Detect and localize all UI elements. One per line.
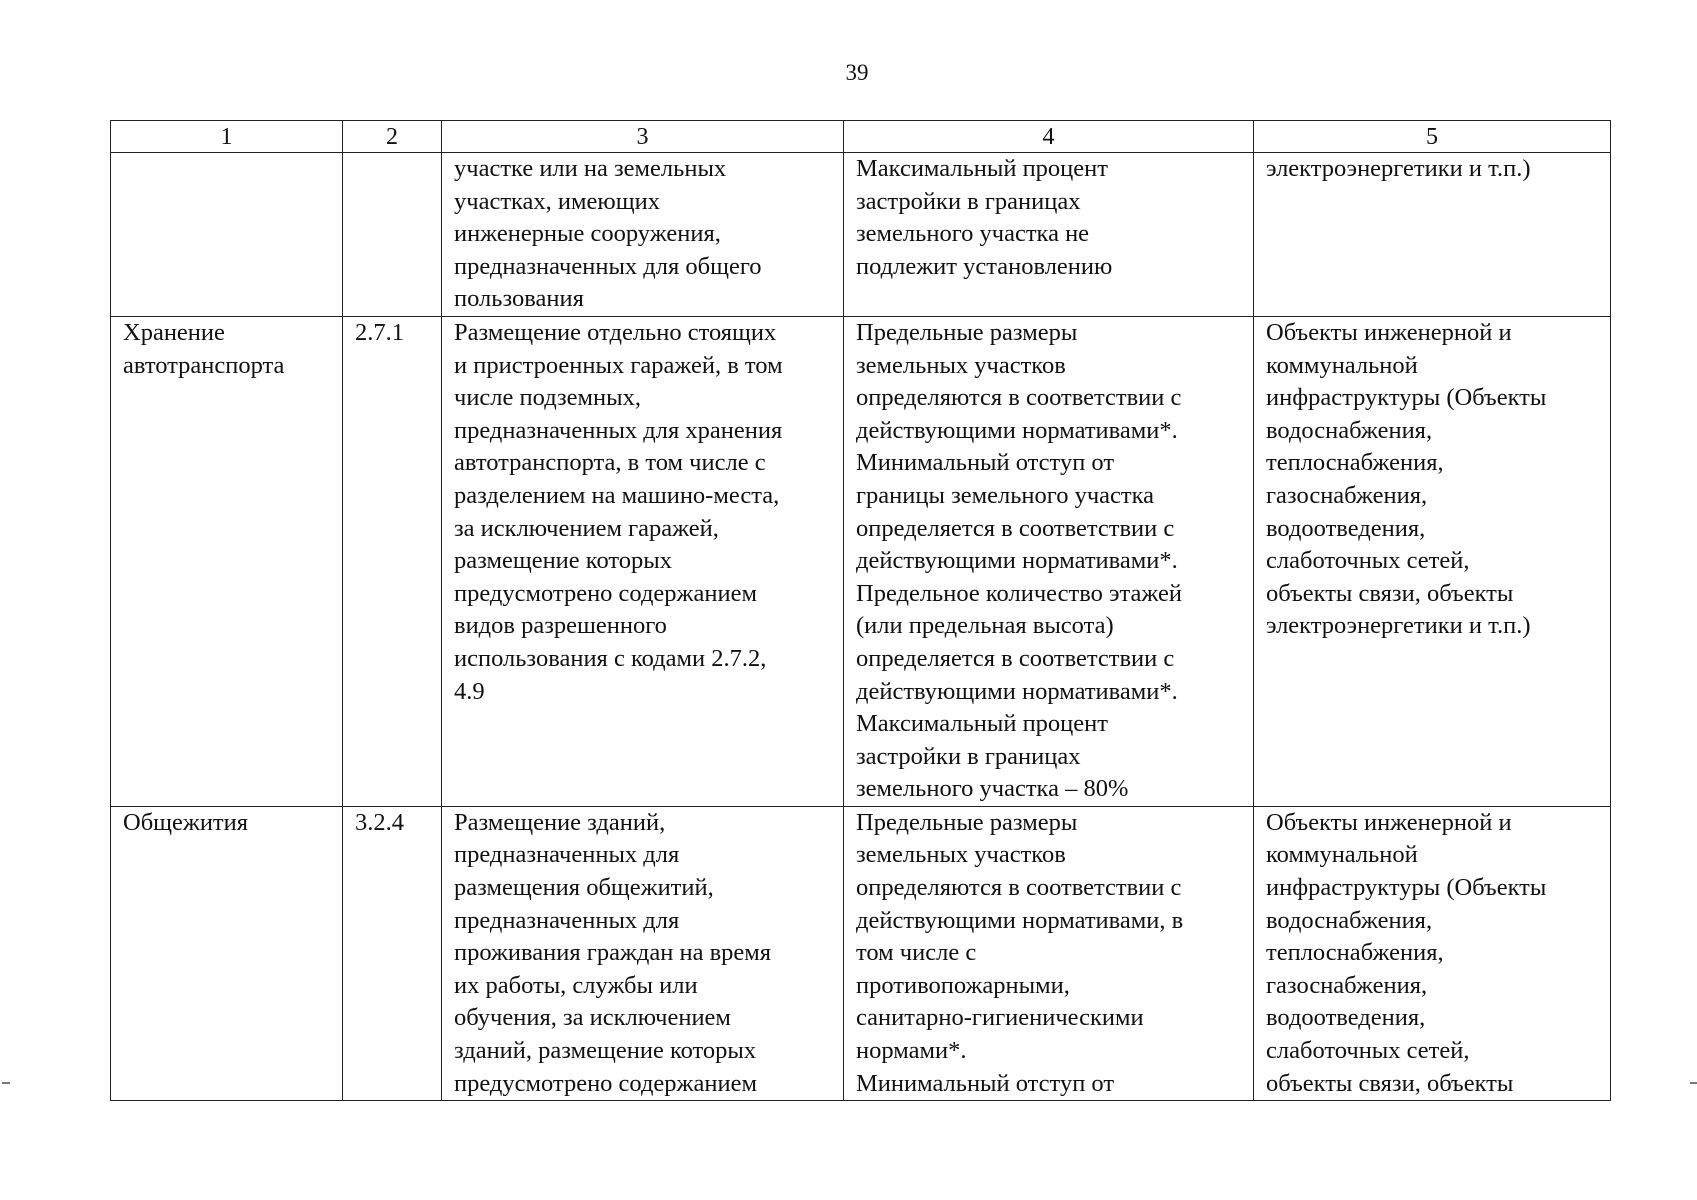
cell-text-line: разделением на машино-места, [454,481,780,509]
cell-text-line: предназначенных для хранения [454,416,783,444]
cell-text-line: автотранспорта [123,351,285,379]
table-row [111,806,1611,1100]
cell-text-line: Максимальный процент [856,155,1108,182]
cell-text-line: 3.2.4 [355,808,404,836]
cell-text-line: коммунальной [1266,841,1418,869]
scan-mark [2,1082,10,1084]
cell-text-line: застройки в границах [856,187,1081,215]
use-description-cell [442,316,844,806]
cell-text-line: нормами*. [856,1037,967,1065]
cell-text-line: Минимальный отступ от [856,449,1115,477]
cell-text-line: инфраструктуры (Объекты [1266,384,1547,412]
cell-text-line: 2.7.1 [355,318,404,346]
cell-text-line: Объекты инженерной и [1266,808,1512,836]
cell-text-line: определяется в соответствии с [856,644,1175,672]
cell-text-line: Размещение отдельно стоящих [454,318,777,346]
cell-text-line: (или предельная высота) [856,612,1114,640]
cell-text-line: водоотведения, [1266,514,1426,542]
cell-text-line: теплоснабжения, [1266,939,1444,967]
column-number: 5 [1254,121,1611,153]
cell-text-line: коммунальной [1266,351,1418,379]
table-row [111,316,1611,806]
cell-text-line: объекты связи, объекты [1266,579,1514,607]
cell-text-line: газоснабжения, [1266,481,1428,509]
cell-text-line: газоснабжения, [1266,971,1428,999]
column-number: 1 [111,121,343,153]
ancillary-objects-cell [1254,153,1611,317]
cell-text-line: слаботочных сетей, [1266,547,1470,575]
cell-text-line: определяется в соответствии с [856,514,1175,542]
cell-text-line: зданий, размещение которых [454,1037,757,1065]
cell-text-line: инфраструктуры (Объекты [1266,874,1547,902]
building-parameters-cell [844,806,1254,1100]
cell-text-line: земельных участков [856,351,1066,379]
cell-text-line: за исключением гаражей, [454,514,719,542]
cell-text-line: предусмотрено содержанием [454,1069,757,1097]
cell-text-line: земельных участков [856,841,1066,869]
cell-text-line: автотранспорта, в том числе с [454,449,766,477]
regulation-table [110,120,1611,1101]
cell-text-line: земельного участка не [856,220,1090,248]
cell-text-line: действующими нормативами*. [856,416,1178,444]
cell-text-line: Предельные размеры [856,808,1078,836]
scan-mark [1690,1082,1697,1084]
cell-text-line: противопожарными, [856,971,1070,999]
cell-text-line: Размещение зданий, [454,808,666,836]
cell-text-line: 4.9 [454,677,485,705]
column-number: 2 [343,121,442,153]
ancillary-objects-cell [1254,316,1611,806]
cell-text-line: предназначенных для [454,906,680,934]
use-name-cell [111,316,343,806]
cell-text-line: действующими нормативами*. [856,677,1178,705]
column-number: 3 [442,121,844,153]
cell-text-line: предназначенных для общего [454,252,762,280]
cell-text-line: предназначенных для [454,841,680,869]
use-code-cell [343,153,442,317]
table-row [111,153,1611,317]
cell-text-line: размещение которых [454,547,672,575]
cell-text-line: использования с кодами 2.7.2, [454,644,767,672]
use-code-cell [343,806,442,1100]
cell-text-line: размещения общежитий, [454,874,714,902]
column-number-row [111,121,1611,153]
cell-text-line: санитарно-гигиеническими [856,1004,1144,1032]
cell-text-line: участках, имеющих [454,187,660,215]
cell-text-line: Общежития [123,808,249,836]
cell-text-line: электроэнергетики и т.п.) [1266,612,1531,640]
cell-text-line: предусмотрено содержанием [454,579,757,607]
cell-text-line: и пристроенных гаражей, в том [454,351,783,379]
cell-text-line: определяются в соответствии с [856,874,1182,902]
cell-text-line: слаботочных сетей, [1266,1037,1470,1065]
building-parameters-cell [844,316,1254,806]
use-description-cell [442,153,844,317]
cell-text-line: том числе с [856,939,977,967]
cell-text-line: Хранение [123,318,225,346]
cell-text-line: их работы, службы или [454,971,698,999]
use-code-cell [343,316,442,806]
cell-text-line: Предельное количество этажей [856,579,1182,607]
cell-text-line: Предельные размеры [856,318,1078,346]
building-parameters-cell [844,153,1254,317]
cell-text-line: видов разрешенного [454,612,667,640]
cell-text-line: определяются в соответствии с [856,384,1182,412]
cell-text-line: Объекты инженерной и [1266,318,1512,346]
cell-text-line: водоотведения, [1266,1004,1426,1032]
cell-text-line: участке или на земельных [454,155,727,182]
page-number: 39 [845,60,869,85]
cell-text-line: подлежит установлению [856,252,1113,280]
cell-text-line: застройки в границах [856,742,1081,770]
cell-text-line: действующими нормативами*. [856,547,1178,575]
cell-text-line: пользования [454,285,584,313]
cell-text-line: границы земельного участка [856,481,1155,509]
cell-text-line: числе подземных, [454,384,641,412]
cell-text-line: Минимальный отступ от [856,1069,1115,1097]
cell-text-line: теплоснабжения, [1266,449,1444,477]
use-name-cell [111,153,343,317]
cell-text-line: проживания граждан на время [454,939,772,967]
cell-text-line: объекты связи, объекты [1266,1069,1514,1097]
cell-text-line: инженерные сооружения, [454,220,721,248]
cell-text-line: водоснабжения, [1266,416,1433,444]
cell-text-line: водоснабжения, [1266,906,1433,934]
cell-text-line: земельного участка – 80% [856,775,1129,803]
cell-text-line: электроэнергетики и т.п.) [1266,155,1531,182]
use-description-cell [442,806,844,1100]
use-name-cell [111,806,343,1100]
cell-text-line: Максимальный процент [856,710,1108,738]
cell-text-line: действующими нормативами, в [856,906,1184,934]
ancillary-objects-cell [1254,806,1611,1100]
cell-text-line: обучения, за исключением [454,1004,731,1032]
column-number: 4 [844,121,1254,153]
